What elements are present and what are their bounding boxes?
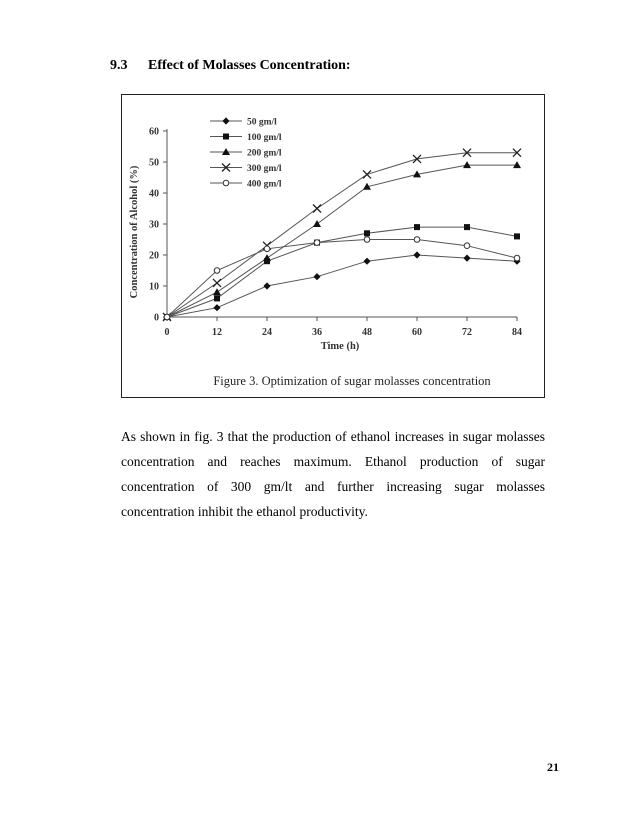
legend-label-2: 100 gm/l	[247, 133, 282, 143]
data-point-s4-4	[313, 205, 321, 213]
y-tick-label: 0	[154, 312, 159, 324]
data-point-s3-2	[213, 288, 221, 295]
figure-frame	[121, 94, 545, 398]
data-point-s2-8	[514, 233, 520, 239]
data-point-s5-7	[464, 243, 470, 249]
data-point-s4-5	[363, 170, 371, 178]
data-point-s3-4	[313, 220, 321, 227]
data-point-s2-5	[364, 230, 370, 236]
data-point-s1-4	[313, 273, 320, 280]
data-point-s5-1	[164, 314, 170, 320]
legend-marker-2	[223, 134, 229, 140]
y-tick-label: 20	[149, 250, 159, 262]
data-point-s2-2	[214, 295, 220, 301]
data-point-s5-6	[414, 237, 420, 243]
data-point-s1-6	[413, 251, 420, 258]
data-point-s1-2	[213, 304, 220, 311]
series-line-5	[167, 240, 517, 318]
series-line-4	[167, 153, 517, 317]
data-point-s5-5	[364, 237, 370, 243]
data-point-s1-3	[263, 282, 270, 289]
data-point-s4-2	[213, 279, 221, 287]
legend-label-3: 200 gm/l	[247, 148, 282, 159]
x-tick-label: 60	[412, 327, 422, 338]
x-tick-label: 36	[312, 327, 322, 338]
y-tick-label: 30	[149, 219, 159, 231]
x-tick-label: 0	[164, 327, 170, 338]
y-tick-label: 40	[149, 188, 159, 200]
section-title: Effect of Molasses Concentration:	[148, 58, 351, 73]
data-point-s1-5	[363, 258, 370, 265]
y-tick-label: 10	[149, 281, 159, 293]
data-point-s3-3	[263, 254, 271, 261]
x-tick-label: 84	[512, 327, 522, 338]
section-heading	[110, 58, 351, 74]
figure-caption: Figure 3. Optimization of sugar molasses concentration	[213, 374, 491, 388]
x-tick-label: 12	[212, 327, 222, 338]
x-tick-label: 48	[362, 327, 372, 338]
data-point-s5-8	[514, 255, 520, 261]
data-point-s1-7	[463, 255, 470, 262]
legend-label-4: 300 gm/l	[247, 164, 282, 174]
x-axis-title: Time (h)	[320, 341, 360, 352]
page-number: 21	[547, 760, 559, 774]
y-tick-label: 50	[149, 157, 159, 169]
legend-marker-1	[222, 117, 229, 124]
x-tick-label: 72	[462, 327, 472, 338]
data-point-s5-2	[214, 268, 220, 274]
legend-marker-5	[223, 180, 229, 186]
body-paragraph: As shown in fig. 3 that the production of ethanol increases in sugar molasses concentration and reaches maximum. Ethanol production of sugar concentration of 300 gm/lt and further increasing sugar molasses concentration inhibit the ethanol productivity.	[121, 429, 545, 519]
y-tick-label: 60	[149, 126, 159, 138]
data-point-s5-4	[314, 240, 320, 246]
data-point-s2-7	[464, 224, 470, 230]
legend-label-1: 50 gm/l	[247, 117, 277, 128]
legend-label-5: 400 gm/l	[247, 179, 282, 190]
x-tick-label: 24	[262, 327, 272, 338]
line-chart	[122, 95, 546, 399]
y-axis-title: Concentration of Alcohol (%)	[129, 165, 140, 299]
data-point-s5-3	[264, 246, 270, 252]
data-point-s2-6	[414, 224, 420, 230]
section-number: 9.3	[110, 58, 128, 73]
